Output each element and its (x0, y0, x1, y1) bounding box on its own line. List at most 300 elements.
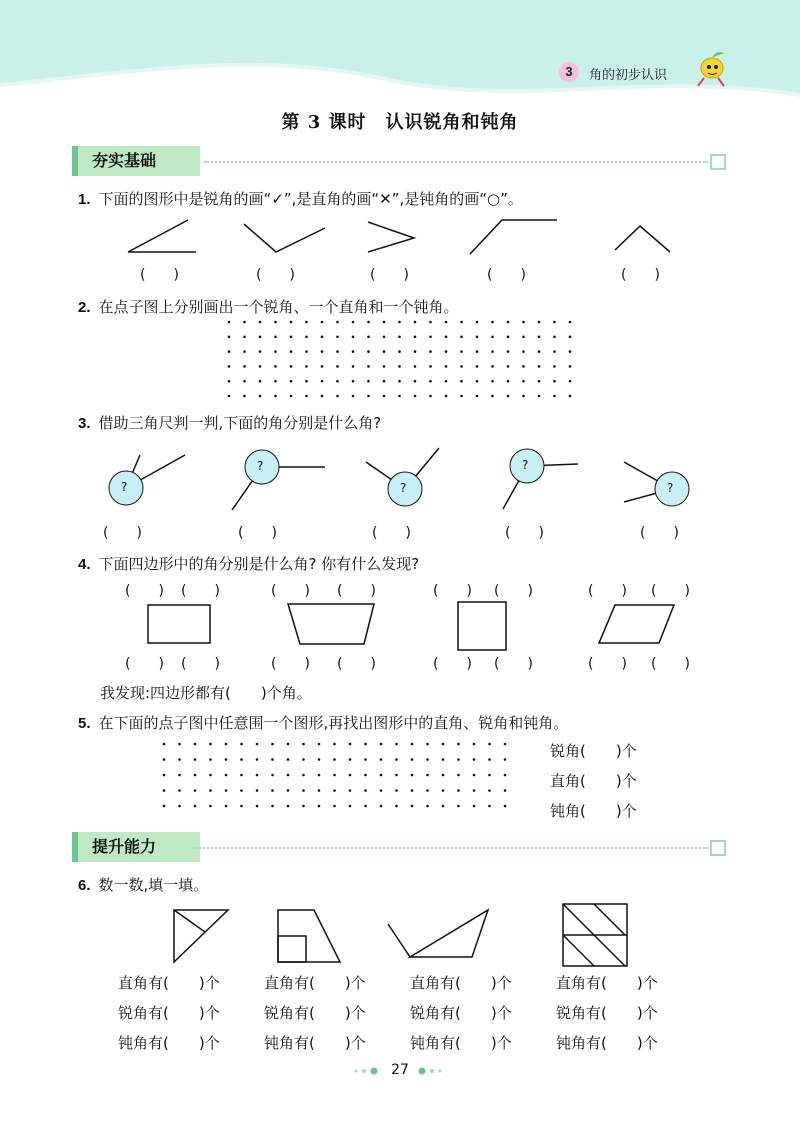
grid-dot[interactable] (442, 758, 445, 761)
grid-dot[interactable] (178, 805, 181, 808)
right-angle-count[interactable]: 直角有( )个 (410, 974, 512, 992)
question-3 (78, 412, 381, 433)
grid-dot[interactable] (507, 336, 510, 339)
grid-dot[interactable] (367, 321, 370, 324)
grid-dot[interactable] (491, 350, 494, 353)
grid-dot[interactable] (228, 395, 231, 398)
grid-dot[interactable] (225, 758, 228, 761)
grid-dot[interactable] (321, 350, 324, 353)
grid-dot[interactable] (243, 380, 246, 383)
grid-dot[interactable] (426, 805, 429, 808)
grid-dot[interactable] (349, 758, 352, 761)
grid-dot[interactable] (274, 395, 277, 398)
grid-dot[interactable] (429, 321, 432, 324)
acute-count-answer[interactable]: 锐角( )个 (550, 742, 637, 760)
grid-dot[interactable] (274, 380, 277, 383)
grid-dot[interactable] (352, 350, 355, 353)
grid-dot[interactable] (287, 805, 290, 808)
grid-dot[interactable] (491, 395, 494, 398)
grid-dot[interactable] (163, 774, 166, 777)
grid-dot[interactable] (274, 321, 277, 324)
grid-dot[interactable] (321, 336, 324, 339)
grid-dot[interactable] (194, 805, 197, 808)
grid-dot[interactable] (163, 805, 166, 808)
grid-dot[interactable] (225, 743, 228, 746)
answer-blank[interactable]: ( ) (125, 583, 164, 599)
grid-dot[interactable] (553, 365, 556, 368)
answer-blank[interactable]: ( ) (505, 525, 544, 541)
grid-dot[interactable] (569, 395, 572, 398)
grid-dot[interactable] (538, 350, 541, 353)
grid-dot[interactable] (274, 350, 277, 353)
grid-dot[interactable] (488, 743, 491, 746)
grid-dot[interactable] (442, 774, 445, 777)
answer-blank[interactable]: ( ) (238, 525, 277, 541)
grid-dot[interactable] (243, 365, 246, 368)
grid-dot[interactable] (457, 743, 460, 746)
grid-dot[interactable] (398, 350, 401, 353)
grid-dot[interactable] (271, 758, 274, 761)
grid-dot[interactable] (504, 789, 507, 792)
grid-dot[interactable] (243, 395, 246, 398)
grid-dot[interactable] (367, 395, 370, 398)
grid-dot[interactable] (290, 395, 293, 398)
grid-dot[interactable] (194, 789, 197, 792)
grid-dot[interactable] (522, 365, 525, 368)
grid-dot[interactable] (473, 743, 476, 746)
grid-dot[interactable] (429, 380, 432, 383)
grid-dot[interactable] (163, 743, 166, 746)
grid-dot[interactable] (426, 743, 429, 746)
answer-blank[interactable]: ( ) (651, 656, 690, 672)
answer-blank[interactable]: ( ) (621, 267, 660, 283)
grid-dot[interactable] (259, 321, 262, 324)
grid-dot[interactable] (243, 321, 246, 324)
grid-dot[interactable] (383, 321, 386, 324)
grid-dot[interactable] (240, 805, 243, 808)
grid-dot[interactable] (287, 758, 290, 761)
grid-dot[interactable] (194, 774, 197, 777)
grid-dot[interactable] (364, 758, 367, 761)
grid-dot[interactable] (259, 365, 262, 368)
grid-dot[interactable] (228, 365, 231, 368)
grid-dot[interactable] (290, 336, 293, 339)
grid-dot[interactable] (333, 743, 336, 746)
grid-dot[interactable] (349, 789, 352, 792)
grid-dot[interactable] (429, 350, 432, 353)
grid-dot[interactable] (522, 395, 525, 398)
obtuse-count-answer[interactable]: 钝角( )个 (550, 802, 637, 820)
answer-blank[interactable]: ( ) (271, 656, 310, 672)
grid-dot[interactable] (507, 365, 510, 368)
grid-dot[interactable] (426, 789, 429, 792)
grid-dot[interactable] (336, 395, 339, 398)
grid-dot[interactable] (336, 365, 339, 368)
grid-dot[interactable] (243, 336, 246, 339)
grid-dot[interactable] (488, 789, 491, 792)
grid-dot[interactable] (457, 789, 460, 792)
grid-dot[interactable] (305, 365, 308, 368)
grid-dot[interactable] (398, 365, 401, 368)
grid-dot[interactable] (569, 336, 572, 339)
grid-dot[interactable] (426, 758, 429, 761)
dot-grid-q5[interactable] (0, 0, 800, 1)
grid-dot[interactable] (445, 395, 448, 398)
grid-dot[interactable] (367, 336, 370, 339)
grid-dot[interactable] (271, 789, 274, 792)
grid-dot[interactable] (395, 743, 398, 746)
grid-dot[interactable] (302, 758, 305, 761)
grid-dot[interactable] (445, 321, 448, 324)
grid-dot[interactable] (178, 774, 181, 777)
grid-dot[interactable] (256, 789, 259, 792)
grid-dot[interactable] (333, 758, 336, 761)
grid-dot[interactable] (256, 805, 259, 808)
grid-dot[interactable] (476, 321, 479, 324)
grid-dot[interactable] (318, 789, 321, 792)
grid-dot[interactable] (352, 365, 355, 368)
grid-dot[interactable] (445, 336, 448, 339)
grid-dot[interactable] (380, 805, 383, 808)
acute-angle-count[interactable]: 锐角有( )个 (410, 1004, 512, 1022)
grid-dot[interactable] (411, 805, 414, 808)
grid-dot[interactable] (209, 789, 212, 792)
grid-dot[interactable] (321, 321, 324, 324)
grid-dot[interactable] (271, 774, 274, 777)
grid-dot[interactable] (383, 350, 386, 353)
grid-dot[interactable] (569, 365, 572, 368)
grid-dot[interactable] (228, 350, 231, 353)
answer-blank[interactable]: ( ) (588, 583, 627, 599)
answer-blank[interactable]: ( ) (337, 583, 376, 599)
grid-dot[interactable] (225, 805, 228, 808)
grid-dot[interactable] (522, 350, 525, 353)
grid-dot[interactable] (553, 350, 556, 353)
answer-blank[interactable]: ( ) (337, 656, 376, 672)
grid-dot[interactable] (318, 805, 321, 808)
grid-dot[interactable] (411, 758, 414, 761)
obtuse-angle-count[interactable]: 钝角有( )个 (556, 1034, 658, 1052)
grid-dot[interactable] (507, 395, 510, 398)
grid-dot[interactable] (274, 365, 277, 368)
grid-dot[interactable] (414, 365, 417, 368)
answer-blank[interactable]: ( ) (651, 583, 690, 599)
q3-angle-figures (0, 440, 800, 520)
grid-dot[interactable] (411, 743, 414, 746)
grid-dot[interactable] (305, 336, 308, 339)
grid-dot[interactable] (553, 380, 556, 383)
answer-blank[interactable]: ( ) (103, 525, 142, 541)
grid-dot[interactable] (395, 805, 398, 808)
grid-dot[interactable] (240, 743, 243, 746)
grid-dot[interactable] (178, 743, 181, 746)
grid-dot[interactable] (287, 789, 290, 792)
grid-dot[interactable] (473, 789, 476, 792)
grid-dot[interactable] (259, 336, 262, 339)
grid-dot[interactable] (364, 805, 367, 808)
grid-dot[interactable] (460, 350, 463, 353)
grid-dot[interactable] (305, 380, 308, 383)
grid-dot[interactable] (380, 774, 383, 777)
grid-dot[interactable] (522, 336, 525, 339)
grid-dot[interactable] (504, 758, 507, 761)
grid-dot[interactable] (414, 395, 417, 398)
acute-angle-count[interactable]: 锐角有( )个 (556, 1004, 658, 1022)
grid-dot[interactable] (290, 365, 293, 368)
grid-dot[interactable] (504, 774, 507, 777)
grid-dot[interactable] (429, 336, 432, 339)
grid-dot[interactable] (349, 743, 352, 746)
grid-dot[interactable] (318, 743, 321, 746)
acute-angle-count[interactable]: 锐角有( )个 (264, 1004, 366, 1022)
grid-dot[interactable] (209, 743, 212, 746)
grid-dot[interactable] (457, 805, 460, 808)
grid-dot[interactable] (321, 380, 324, 383)
grid-dot[interactable] (473, 774, 476, 777)
grid-dot[interactable] (352, 380, 355, 383)
grid-dot[interactable] (457, 774, 460, 777)
grid-dot[interactable] (209, 758, 212, 761)
grid-dot[interactable] (460, 395, 463, 398)
grid-dot[interactable] (256, 758, 259, 761)
grid-dot[interactable] (305, 395, 308, 398)
grid-dot[interactable] (429, 395, 432, 398)
grid-dot[interactable] (507, 321, 510, 324)
grid-dot[interactable] (538, 321, 541, 324)
grid-dot[interactable] (488, 758, 491, 761)
grid-dot[interactable] (473, 805, 476, 808)
answer-blank[interactable]: ( ) (181, 583, 220, 599)
grid-dot[interactable] (460, 321, 463, 324)
grid-dot[interactable] (395, 758, 398, 761)
grid-dot[interactable] (225, 774, 228, 777)
grid-dot[interactable] (336, 380, 339, 383)
grid-dot[interactable] (259, 395, 262, 398)
grid-dot[interactable] (364, 774, 367, 777)
grid-dot[interactable] (569, 321, 572, 324)
grid-dot[interactable] (333, 805, 336, 808)
answer-blank[interactable]: ( ) (640, 525, 679, 541)
grid-dot[interactable] (504, 743, 507, 746)
grid-dot[interactable] (321, 365, 324, 368)
grid-dot[interactable] (364, 789, 367, 792)
grid-dot[interactable] (290, 321, 293, 324)
grid-dot[interactable] (259, 350, 262, 353)
grid-dot[interactable] (460, 365, 463, 368)
grid-dot[interactable] (491, 321, 494, 324)
grid-dot[interactable] (395, 774, 398, 777)
answer-blank[interactable]: ( ) (140, 267, 179, 283)
grid-dot[interactable] (336, 350, 339, 353)
grid-dot[interactable] (380, 758, 383, 761)
grid-dot[interactable] (163, 758, 166, 761)
grid-dot[interactable] (491, 336, 494, 339)
answer-blank[interactable]: ( ) (125, 656, 164, 672)
grid-dot[interactable] (228, 336, 231, 339)
grid-dot[interactable] (352, 321, 355, 324)
answer-blank[interactable]: ( ) (181, 656, 220, 672)
answer-blank[interactable]: ( ) (271, 583, 310, 599)
grid-dot[interactable] (302, 789, 305, 792)
grid-dot[interactable] (290, 380, 293, 383)
grid-dot[interactable] (352, 336, 355, 339)
grid-dot[interactable] (318, 758, 321, 761)
grid-dot[interactable] (445, 380, 448, 383)
grid-dot[interactable] (228, 380, 231, 383)
question-text: 在下面的点子图中任意围一个图形,再找出图形中的直角、锐角和钝角。 (98, 714, 569, 732)
grid-dot[interactable] (522, 321, 525, 324)
grid-dot[interactable] (302, 805, 305, 808)
answer-blank[interactable]: ( ) (433, 656, 472, 672)
grid-dot[interactable] (507, 350, 510, 353)
grid-dot[interactable] (333, 789, 336, 792)
grid-dot[interactable] (504, 805, 507, 808)
grid-dot[interactable] (271, 805, 274, 808)
grid-dot[interactable] (194, 743, 197, 746)
grid-dot[interactable] (318, 774, 321, 777)
grid-dot[interactable] (209, 805, 212, 808)
grid-dot[interactable] (240, 789, 243, 792)
grid-dot[interactable] (271, 743, 274, 746)
grid-dot[interactable] (398, 380, 401, 383)
grid-dot[interactable] (473, 758, 476, 761)
answer-blank[interactable]: ( ) (494, 656, 533, 672)
grid-dot[interactable] (383, 365, 386, 368)
grid-dot[interactable] (383, 395, 386, 398)
obtuse-angle-count[interactable]: 钝角有( )个 (410, 1034, 512, 1052)
grid-dot[interactable] (476, 350, 479, 353)
acute-angle-count[interactable]: 锐角有( )个 (118, 1004, 220, 1022)
grid-dot[interactable] (442, 743, 445, 746)
grid-dot[interactable] (321, 395, 324, 398)
grid-dot[interactable] (426, 774, 429, 777)
grid-dot[interactable] (538, 395, 541, 398)
grid-dot[interactable] (538, 380, 541, 383)
answer-blank[interactable]: ( ) (494, 583, 533, 599)
grid-dot[interactable] (460, 380, 463, 383)
grid-dot[interactable] (243, 350, 246, 353)
grid-dot[interactable] (414, 350, 417, 353)
grid-dot[interactable] (256, 743, 259, 746)
grid-dot[interactable] (290, 350, 293, 353)
grid-dot[interactable] (538, 336, 541, 339)
grid-dot[interactable] (429, 365, 432, 368)
grid-dot[interactable] (569, 380, 572, 383)
grid-dot[interactable] (507, 380, 510, 383)
answer-blank[interactable]: ( ) (487, 267, 526, 283)
grid-dot[interactable] (491, 365, 494, 368)
grid-dot[interactable] (398, 321, 401, 324)
grid-dot[interactable] (349, 805, 352, 808)
grid-dot[interactable] (364, 743, 367, 746)
obtuse-angle-count[interactable]: 钝角有( )个 (264, 1034, 366, 1052)
right-count-answer[interactable]: 直角( )个 (550, 772, 637, 790)
grid-dot[interactable] (287, 743, 290, 746)
right-angle-count[interactable]: 直角有( )个 (118, 974, 220, 992)
right-angle-count[interactable]: 直角有( )个 (264, 974, 366, 992)
grid-dot[interactable] (240, 758, 243, 761)
grid-dot[interactable] (476, 395, 479, 398)
grid-dot[interactable] (367, 350, 370, 353)
grid-dot[interactable] (398, 395, 401, 398)
grid-dot[interactable] (488, 805, 491, 808)
grid-dot[interactable] (380, 743, 383, 746)
grid-dot[interactable] (178, 789, 181, 792)
grid-dot[interactable] (553, 336, 556, 339)
grid-dot[interactable] (457, 758, 460, 761)
grid-dot[interactable] (349, 774, 352, 777)
answer-blank[interactable]: ( ) (256, 267, 295, 283)
grid-dot[interactable] (411, 789, 414, 792)
grid-dot[interactable] (380, 789, 383, 792)
grid-dot[interactable] (445, 350, 448, 353)
grid-dot[interactable] (225, 789, 228, 792)
grid-dot[interactable] (228, 321, 231, 324)
grid-dot[interactable] (553, 395, 556, 398)
grid-dot[interactable] (287, 774, 290, 777)
grid-dot[interactable] (194, 758, 197, 761)
grid-dot[interactable] (336, 336, 339, 339)
answer-blank[interactable]: ( ) (372, 525, 411, 541)
grid-dot[interactable] (442, 805, 445, 808)
obtuse-angle-count[interactable]: 钝角有( )个 (118, 1034, 220, 1052)
grid-dot[interactable] (367, 365, 370, 368)
grid-dot[interactable] (395, 789, 398, 792)
grid-dot[interactable] (442, 789, 445, 792)
grid-dot[interactable] (476, 365, 479, 368)
grid-dot[interactable] (398, 336, 401, 339)
grid-dot[interactable] (305, 321, 308, 324)
grid-dot[interactable] (414, 321, 417, 324)
grid-dot[interactable] (488, 774, 491, 777)
grid-dot[interactable] (476, 380, 479, 383)
grid-dot[interactable] (445, 365, 448, 368)
grid-dot[interactable] (414, 336, 417, 339)
answer-blank[interactable]: ( ) (433, 583, 472, 599)
grid-dot[interactable] (209, 774, 212, 777)
grid-dot[interactable] (569, 350, 572, 353)
grid-dot[interactable] (302, 774, 305, 777)
grid-dot[interactable] (383, 336, 386, 339)
grid-dot[interactable] (414, 380, 417, 383)
grid-dot[interactable] (256, 774, 259, 777)
grid-dot[interactable] (538, 365, 541, 368)
right-angle-count[interactable]: 直角有( )个 (556, 974, 658, 992)
section-heading-advanced: 提升能力 (72, 832, 200, 862)
grid-dot[interactable] (383, 380, 386, 383)
answer-blank[interactable]: ( ) (370, 267, 409, 283)
grid-dot[interactable] (274, 336, 277, 339)
grid-dot[interactable] (178, 758, 181, 761)
grid-dot[interactable] (476, 336, 479, 339)
grid-dot[interactable] (460, 336, 463, 339)
grid-dot[interactable] (336, 321, 339, 324)
grid-dot[interactable] (333, 774, 336, 777)
grid-dot[interactable] (259, 380, 262, 383)
grid-dot[interactable] (305, 350, 308, 353)
grid-dot[interactable] (352, 395, 355, 398)
grid-dot[interactable] (553, 321, 556, 324)
q6-figures (0, 900, 800, 970)
grid-dot[interactable] (411, 774, 414, 777)
grid-dot[interactable] (367, 380, 370, 383)
grid-dot[interactable] (491, 380, 494, 383)
grid-dot[interactable] (163, 789, 166, 792)
grid-dot[interactable] (240, 774, 243, 777)
answer-blank[interactable]: ( ) (588, 656, 627, 672)
grid-dot[interactable] (522, 380, 525, 383)
grid-dot[interactable] (302, 743, 305, 746)
